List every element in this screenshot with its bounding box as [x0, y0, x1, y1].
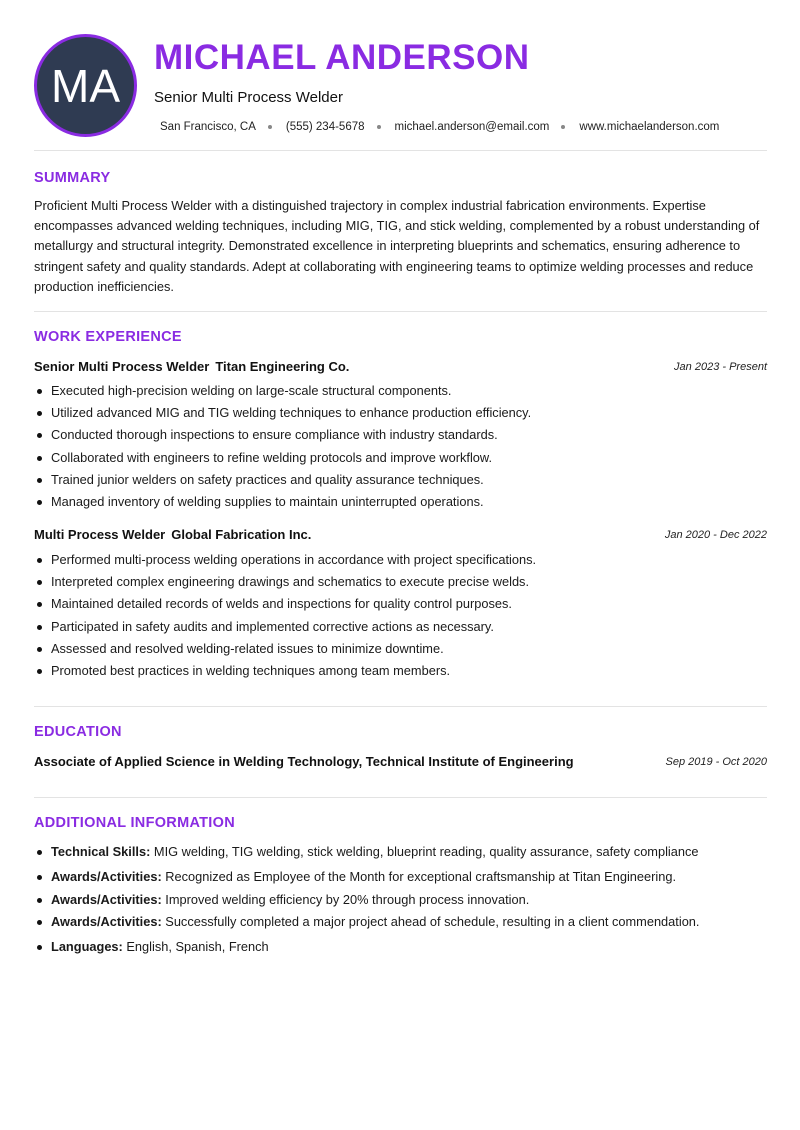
- list-item: Promoted best practices in welding techniques among team members.: [34, 662, 769, 684]
- section-divider: [34, 706, 767, 707]
- list-item: Utilized advanced MIG and TIG welding techniques to enhance production efficiency.: [34, 404, 769, 426]
- list-item: [34, 868, 769, 891]
- list-item: [34, 913, 769, 938]
- contact-line: [160, 121, 719, 133]
- job-bullet-list: [34, 551, 769, 684]
- job-company: Global Fabrication Inc.: [171, 527, 312, 542]
- candidate-title: Senior Multi Process Welder: [154, 89, 343, 106]
- job-dates: Jan 2023 - Present: [674, 361, 767, 373]
- list-item: Interpreted complex engineering drawings and schematics to execute precise welds.: [34, 573, 769, 595]
- candidate-name: MICHAEL ANDERSON: [154, 38, 530, 77]
- job-header: [34, 359, 767, 374]
- list-item: Participated in safety audits and implemented corrective actions as necessary.: [34, 618, 769, 640]
- item-label: Languages:: [51, 939, 123, 954]
- list-item: [34, 843, 769, 868]
- section-divider: [34, 311, 767, 312]
- section-divider: [34, 797, 767, 798]
- additional-info-list: [34, 843, 769, 960]
- item-label: Awards/Activities:: [51, 869, 162, 884]
- separator-dot-icon: [561, 125, 565, 129]
- resume-header: [0, 0, 800, 150]
- separator-dot-icon: [268, 125, 272, 129]
- list-item: Maintained detailed records of welds and inspections for quality control purposes.: [34, 595, 769, 617]
- additional-heading: ADDITIONAL INFORMATION: [34, 815, 235, 831]
- item-text: Recognized as Employee of the Month for exceptional craftsmanship at Titan Engineering.: [165, 869, 677, 884]
- item-label: Technical Skills:: [51, 844, 151, 859]
- list-item: Conducted thorough inspections to ensure compliance with industry standards.: [34, 426, 769, 448]
- experience-heading: WORK EXPERIENCE: [34, 329, 182, 345]
- list-item: [34, 938, 769, 960]
- contact-website[interactable]: www.michaelanderson.com: [579, 121, 720, 133]
- summary-heading: SUMMARY: [34, 170, 111, 186]
- list-item: Collaborated with engineers to refine welding protocols and improve workflow.: [34, 449, 769, 471]
- contact-location: San Francisco, CA: [160, 121, 256, 133]
- job-header: [34, 527, 767, 542]
- contact-phone: (555) 234-5678: [285, 121, 365, 133]
- separator-dot-icon: [377, 125, 381, 129]
- item-text: Successfully completed a major project ahead of schedule, resulting in a client commendation.: [165, 914, 700, 929]
- job-dates: Jan 2020 - Dec 2022: [664, 529, 767, 541]
- list-item: [34, 891, 769, 913]
- list-item: Performed multi-process welding operations in accordance with project specifications.: [34, 551, 769, 573]
- item-text: Improved welding efficiency by 20% through process innovation.: [165, 892, 530, 907]
- item-label: Awards/Activities:: [51, 892, 162, 907]
- summary-text: Proficient Multi Process Welder with a distinguished trajectory in complex industrial fabrication environments. Expertise encompasses advanced welding techniques, including MIG, TIG, and stick welding, complemented by a robust understanding of metallurgy and structural integrity. Demonstrated excellence in interpreting blueprints and schematics, ensuring adherence to stringent safety and quality standards. Adept at collaborating with engineering teams to optimize welding processes and reduce production inefficiencies.: [34, 198, 760, 294]
- contact-email[interactable]: michael.anderson@email.com: [394, 121, 550, 133]
- education-heading: EDUCATION: [34, 724, 122, 740]
- job-bullet-list: [34, 382, 769, 515]
- education-dates: Sep 2019 - Oct 2020: [665, 756, 767, 768]
- job-company: Titan Engineering Co.: [215, 359, 350, 374]
- list-item: Managed inventory of welding supplies to maintain uninterrupted operations.: [34, 493, 769, 515]
- education-degree: Associate of Applied Science in Welding Technology, Technical Institute of Engineering: [34, 754, 574, 769]
- avatar: MA: [34, 34, 137, 137]
- job-role: Multi Process Welder: [34, 527, 166, 542]
- item-text: MIG welding, TIG welding, stick welding, blueprint reading, quality assurance, safety compliance: [153, 844, 699, 859]
- item-label: Awards/Activities:: [51, 914, 162, 929]
- list-item: Trained junior welders on safety practices and quality assurance techniques.: [34, 471, 769, 493]
- section-divider: [34, 150, 767, 151]
- job-role: Senior Multi Process Welder: [34, 359, 210, 374]
- list-item: Executed high-precision welding on large-scale structural components.: [34, 382, 769, 404]
- item-text: English, Spanish, French: [126, 939, 269, 954]
- list-item: Assessed and resolved welding-related issues to minimize downtime.: [34, 640, 769, 662]
